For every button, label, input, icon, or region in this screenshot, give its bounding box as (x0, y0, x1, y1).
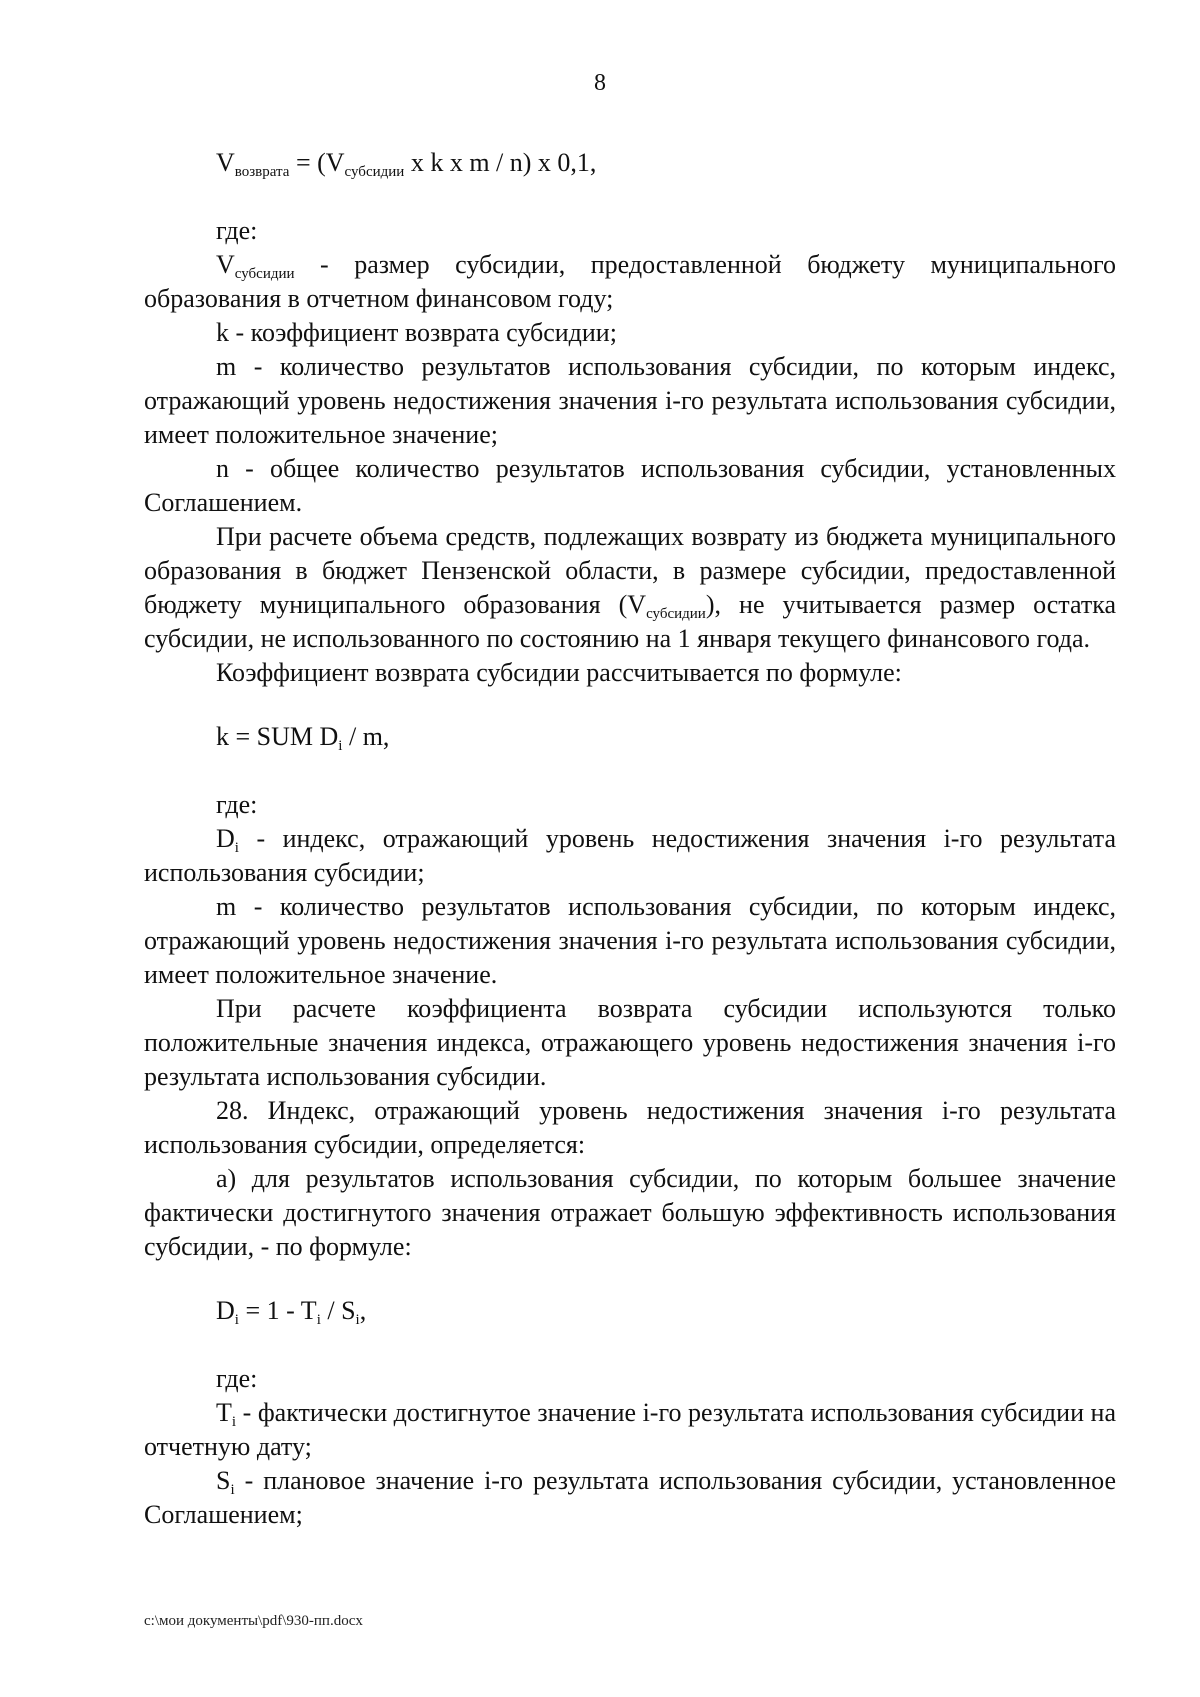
paragraph-positive-values: При расчете коэффициента возврата субсидии используются только положительные значения индекса, отражающего уровень недостижения значения i-го результата использования субсидии. (144, 994, 1116, 1091)
definition-m-2: m - количество результатов использования субсидии, по которым индекс, отражающий уровень недостижения значения i-го результата использования субсидии, имеет положительное значение. (144, 892, 1116, 989)
definition-d: $D_i$ - индекс, отражающий уровень недостижения значения i-го результата использования субсидии; (144, 824, 1116, 887)
paragraph-a: а) для результатов использования субсидии, по которым большее значение фактически достигнутого значения отражает большую эффективность использования субсидии, - по формуле: (144, 1164, 1116, 1261)
where-label-2: где: (216, 790, 258, 819)
document-body (144, 146, 1116, 1532)
formula-return-volume: $V_{возврата} = (V_{субсидии}$ x k x m / n) x 0,1, (216, 148, 597, 180)
where-label-3: где: (216, 1364, 258, 1393)
definition-n: n - общее количество результатов использования субсидии, установленных Соглашением. (144, 454, 1116, 517)
formula-coefficient: k = SUM $D_i$ / m, (216, 722, 390, 754)
paragraph-coefficient: Коэффициент возврата субсидии рассчитывается по формуле: (216, 658, 902, 687)
definition-t: $T_i$ - фактически достигнутое значение i-го результата использования субсидии на отчетную дату; (144, 1398, 1116, 1461)
definition-k: k - коэффициент возврата субсидии; (216, 318, 617, 347)
definition-v-subsidy: $V_{субсидии}$ - размер субсидии, предоставленной бюджету муниципального образования в отчетном финансовом году; (144, 250, 1116, 313)
paragraph-calculation: При расчете объема средств, подлежащих возврату из бюджета муниципального образования в бюджет Пензенской области, в размере субсидии, предоставленной бюджету муниципального образования $(V_{субсидии})$, не учитывается размер остатка субсидии, не использованного по состоянию на 1 января текущего финансового года. (144, 522, 1116, 653)
definition-m: m - количество результатов использования субсидии, по которым индекс, отражающий уровень недостижения значения i-го результата использования субсидии, имеет положительное значение; (144, 352, 1116, 449)
page-number: 8 (594, 70, 606, 96)
footer-file-path: c:\мои документы\pdf\930-пп.docx (144, 1613, 363, 1629)
where-label: где: (216, 216, 258, 245)
formula-index: $D_i = 1 - T_i / S_i$, (216, 1296, 367, 1328)
paragraph-28: 28. Индекс, отражающий уровень недостижения значения i-го результата использования субсидии, определяется: (144, 1096, 1116, 1159)
definition-s: $S_i$ - плановое значение i-го результата использования субсидии, установленное Соглашением; (144, 1466, 1116, 1529)
